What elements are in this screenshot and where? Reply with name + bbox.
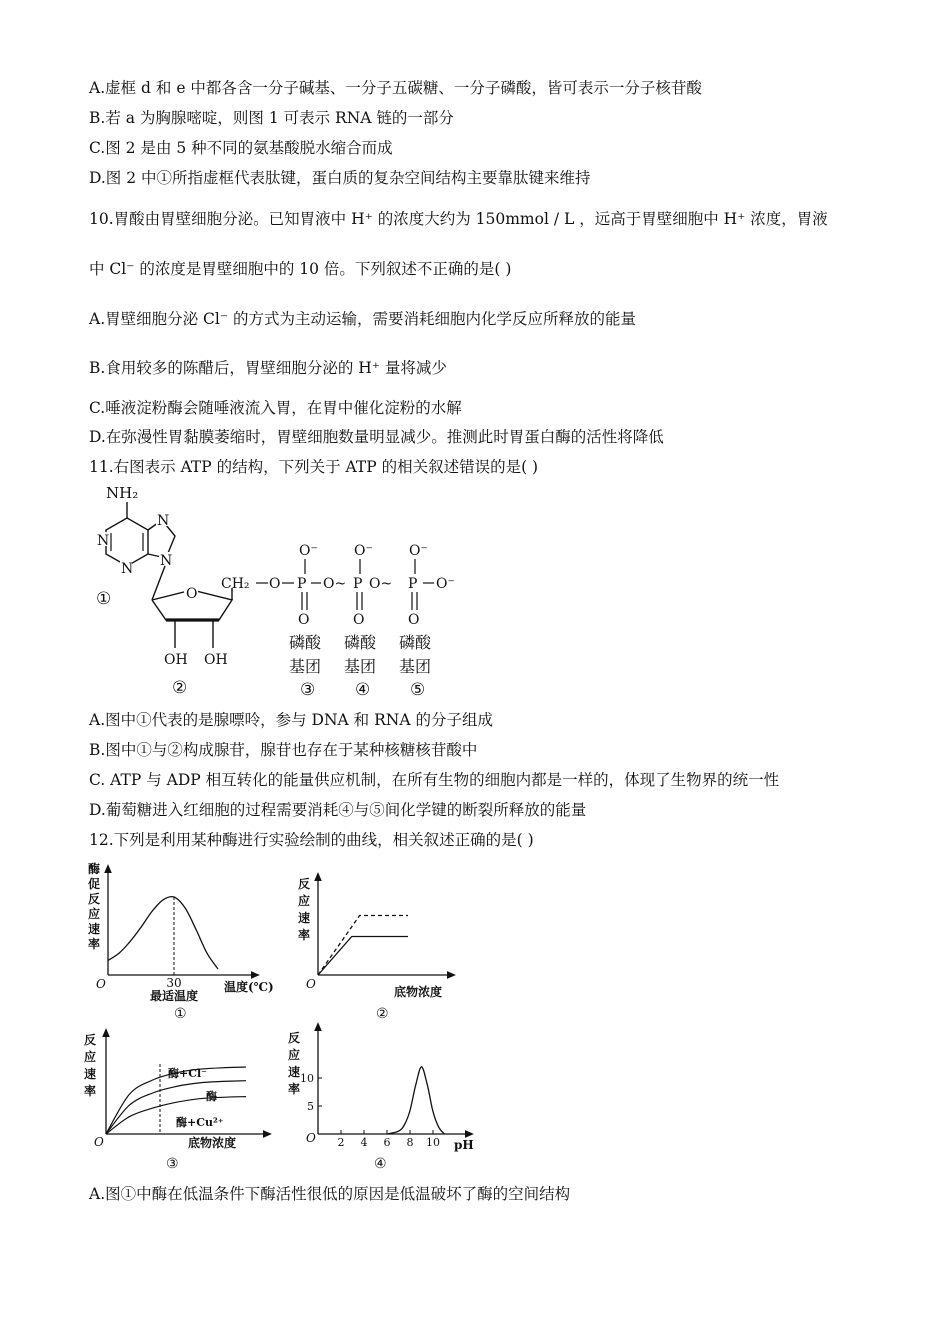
q11-option-c: C. ATP 与 ADP 相互转化的能量供应机制，在所有生物的细胞内都是一样的，体现了生物界的统一性	[89, 771, 780, 789]
chart1-xlabel: 温度(℃)	[224, 980, 274, 994]
p2-atom: P	[353, 576, 363, 592]
chart2-xlabel: 底物浓度	[394, 985, 443, 999]
chart2-ylabel-c3: 率	[298, 928, 311, 942]
group4-label-l1: 磷酸	[344, 633, 377, 652]
chart3-xlabel: 底物浓度	[188, 1136, 237, 1150]
chart2-id: ②	[376, 1006, 389, 1022]
q10-option-b: B.食用较多的陈醋后，胃壁细胞分泌的 H⁺ 量将减少	[89, 359, 447, 377]
marker-5: ⑤	[410, 680, 426, 700]
marker-4: ④	[355, 680, 371, 700]
atp-structure-figure	[80, 482, 480, 704]
chart1-curve	[108, 897, 218, 969]
chart4-x-tick-label: 2	[337, 1136, 345, 1149]
q11-option-b: B.图中①与②构成腺苷，腺苷也存在于某种核糖核苷酸中	[89, 741, 478, 759]
chart3-legend-cu: 酶+Cu²⁺	[176, 1116, 224, 1129]
q9-option-c: C.图 2 是由 5 种不同的氨基酸脱水缩合而成	[89, 139, 393, 157]
group3-label-l2: 基团	[289, 657, 322, 676]
ch2-label: CH₂	[221, 576, 250, 592]
group4-label-l2: 基团	[344, 657, 377, 676]
group3-label-l1: 磷酸	[289, 633, 322, 652]
chart4-y-tick-label: 5	[307, 1100, 314, 1113]
p1-o-double: O	[298, 612, 310, 628]
chart3-ylabel-c0: 反	[84, 1033, 97, 1047]
chart3-legend-enzyme: 酶	[206, 1090, 217, 1103]
q11-stem: 11.右图表示 ATP 的结构，下列关于 ATP 的相关叙述错误的是( )	[89, 458, 539, 476]
chart4-curve	[387, 1067, 445, 1134]
chart1-ylabel-c3: 应	[88, 907, 101, 921]
chart1-ylabel-c4: 速	[88, 922, 101, 936]
chart2-dashed-line	[318, 916, 408, 976]
chart3-id: ③	[166, 1156, 179, 1172]
chart2-origin: O	[306, 977, 316, 991]
chart-4-ph	[284, 1022, 484, 1174]
q10-option-a: A.胃壁细胞分泌 Cl⁻ 的方式为主动运输，需要消耗细胞内化学反应所释放的能量	[89, 310, 636, 328]
q9-option-a: A.虚框 d 和 e 中都各含一分子碱基、一分子五碳糖、一分子磷酸，皆可表示一分子核苷酸	[89, 79, 702, 97]
marker-2: ②	[172, 678, 188, 698]
ester-o: O	[269, 576, 281, 592]
chart2-ylabel-c2: 速	[298, 911, 311, 925]
chart4-ylabel-c1: 应	[288, 1048, 301, 1062]
p3-o-minus: O⁻	[409, 543, 428, 559]
marker-3: ③	[300, 680, 316, 700]
q9-option-d: D.图 2 中①所指虚框代表肽键，蛋白质的复杂空间结构主要靠肽键来维持	[89, 169, 591, 187]
q11-option-d: D.葡萄糖进入红细胞的过程需要消耗④与⑤间化学键的断裂所释放的能量	[89, 801, 587, 819]
chart1-ylabel-c5: 率	[88, 937, 101, 951]
chart3-legend-cl: 酶+Cl⁻	[168, 1067, 207, 1080]
q10-stem-line2: 中 Cl⁻ 的浓度是胃壁细胞中的 10 倍。下列叙述不正确的是( )	[89, 260, 512, 278]
chart1-x-tick-30: 30	[166, 976, 182, 990]
chart1-id: ①	[174, 1006, 187, 1022]
ring-n-1: N	[97, 533, 110, 549]
chart3-ylabel-c1: 应	[84, 1050, 97, 1064]
p3-atom: P	[408, 576, 418, 592]
q11-option-a: A.图中①代表的是腺嘌呤，参与 DNA 和 RNA 的分子组成	[89, 711, 493, 729]
chart4-x-tick-label: 4	[360, 1136, 368, 1149]
q10-stem-line1: 10.胃酸由胃壁细胞分泌。已知胃液中 H⁺ 的浓度大约为 150mmol / L ，远高于胃壁细胞中 H⁺ 浓度，胃液	[89, 210, 828, 228]
chart1-ylabel-c1: 促	[88, 877, 101, 891]
ribose-o: O	[186, 586, 198, 602]
chart-1-temperature	[82, 858, 282, 1028]
chart1-ylabel-c0: 酶	[88, 862, 101, 876]
chart2-ylabel-c0: 反	[298, 877, 311, 891]
chart4-id: ④	[374, 1156, 387, 1172]
oh-left: OH	[164, 652, 188, 668]
chart3-origin: O	[94, 1135, 104, 1149]
chart3-ylabel-c2: 速	[84, 1067, 97, 1081]
chart4-x-tick-label: 10	[426, 1136, 440, 1149]
p3-terminal-o-minus: O⁻	[436, 576, 455, 592]
chart1-ylabel-c2: 反	[88, 892, 101, 906]
chart4-x-tick-label: 8	[406, 1136, 414, 1149]
p3-o-double: O	[408, 612, 420, 628]
q12-stem: 12.下列是利用某种酶进行实验绘制的曲线，相关叙述正确的是( )	[89, 831, 534, 849]
marker-1: ①	[96, 589, 112, 609]
chart4-origin: O	[306, 1131, 316, 1145]
chart1-optimum-label: 最适温度	[149, 989, 199, 1003]
q10-option-d: D.在弥漫性胃黏膜萎缩时，胃壁细胞数量明显减少。推测此时胃蛋白酶的活性将降低	[89, 428, 664, 446]
p1-atom: P	[297, 576, 307, 592]
p1-o-minus: O⁻	[299, 543, 318, 559]
chart4-y-tick-label: 10	[300, 1072, 314, 1085]
chart4-ylabel-c3: 率	[288, 1082, 301, 1096]
chart-3-ions	[82, 1028, 282, 1174]
p2-o-minus: O⁻	[354, 543, 373, 559]
atp-amino-label: NH₂	[106, 484, 139, 502]
oh-right: OH	[204, 652, 228, 668]
chart2-ylabel-c1: 应	[298, 894, 311, 908]
link-o-1: O~	[323, 576, 347, 592]
ring-n-3: N	[157, 513, 170, 529]
link-o-2: O~	[369, 576, 393, 592]
chart4-x-tick-label: 6	[383, 1136, 391, 1149]
ring-n-4: N	[160, 553, 173, 569]
ring-n-2: N	[121, 561, 134, 577]
chart4-ylabel-c2: 速	[288, 1065, 301, 1079]
group5-label-l2: 基团	[399, 657, 432, 676]
q10-option-c: C.唾液淀粉酶会随唾液流入胃，在胃中催化淀粉的水解	[89, 399, 462, 417]
group5-label-l1: 磷酸	[399, 633, 432, 652]
chart-2-substrate	[296, 868, 466, 1028]
chart4-ylabel-c0: 反	[288, 1031, 301, 1045]
chart4-xlabel: pH	[454, 1138, 474, 1152]
p2-o-double: O	[353, 612, 365, 628]
chart1-origin: O	[96, 977, 106, 991]
q9-option-b: B.若 a 为胸腺嘧啶，则图 1 可表示 RNA 链的一部分	[89, 109, 454, 127]
q12-option-a: A.图①中酶在低温条件下酶活性很低的原因是低温破坏了酶的空间结构	[89, 1185, 571, 1203]
chart3-ylabel-c3: 率	[84, 1084, 97, 1098]
